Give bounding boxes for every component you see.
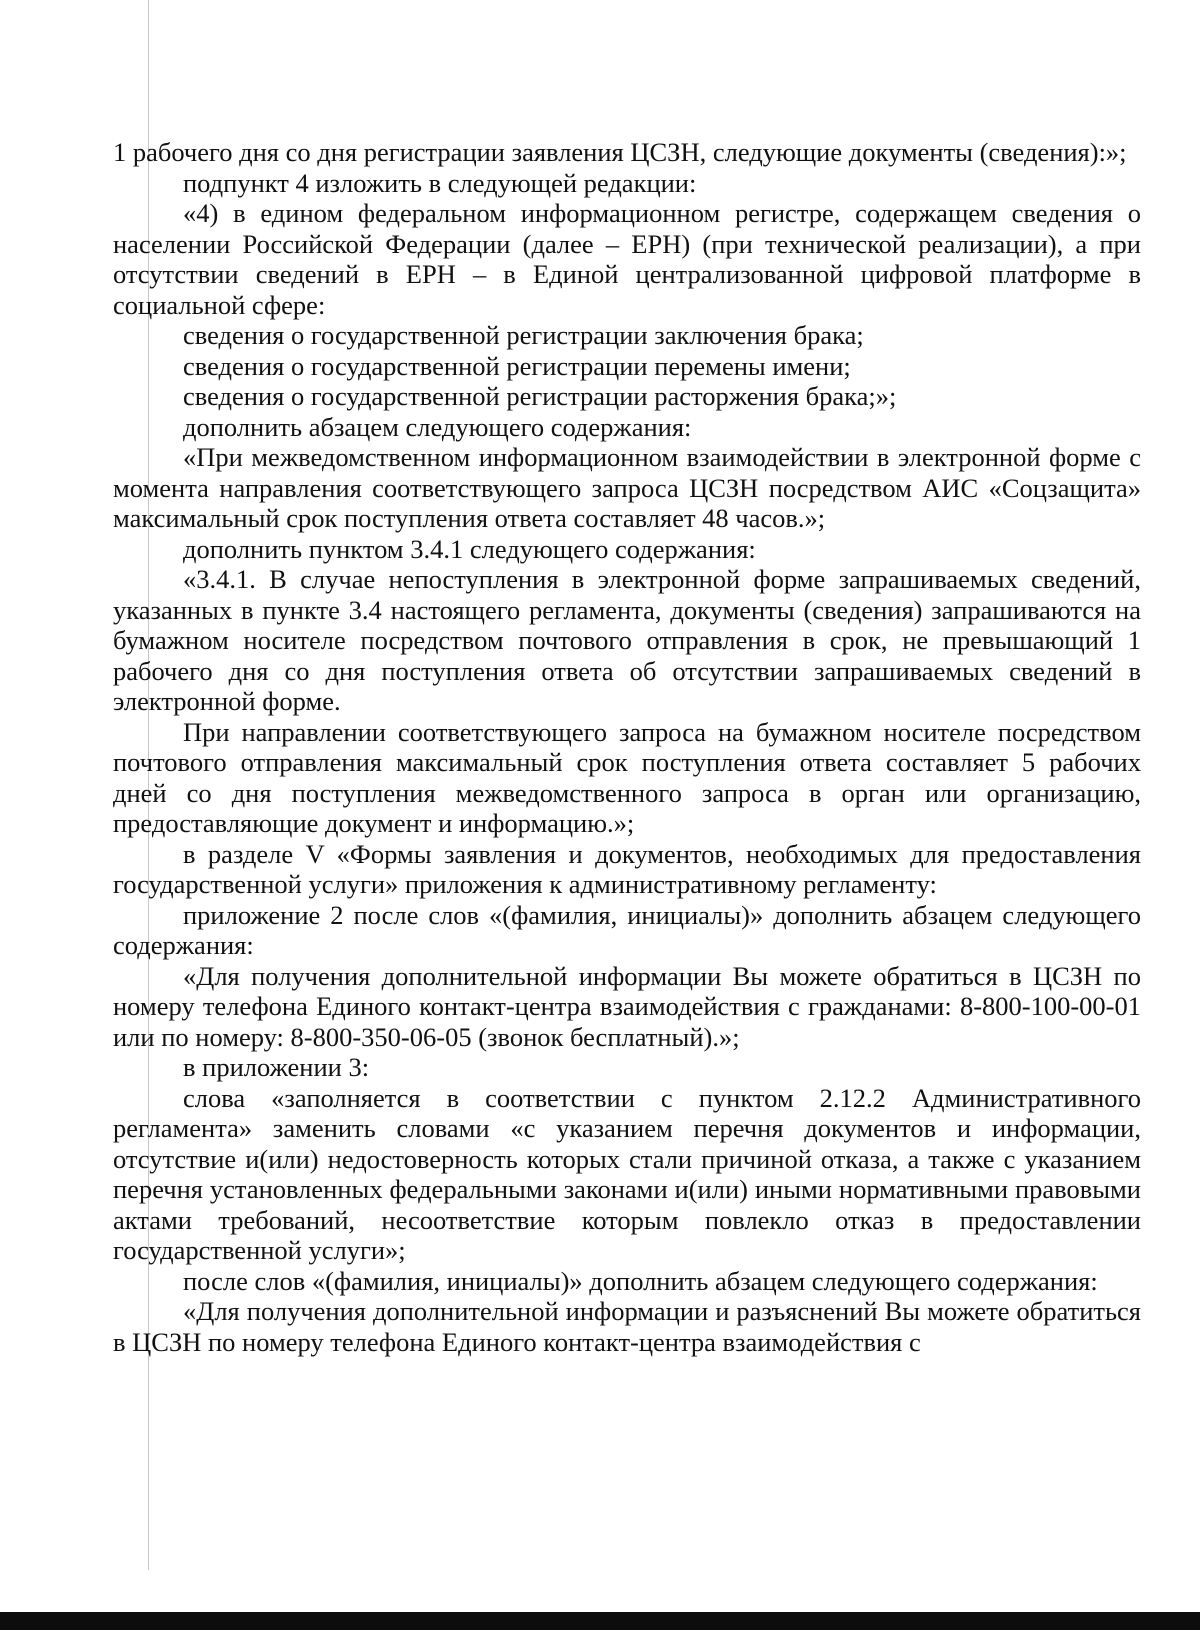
paragraph: в разделе V «Формы заявления и документов, необходимых для предоставления государственной услуги» приложения к административному регламенту: (113, 838, 1141, 899)
paragraph: 1 рабочего дня со дня регистрации заявления ЦСЗН, следующие документы (сведения):»; (113, 137, 1127, 167)
paragraph: дополнить абзацем следующего содержания: (183, 411, 692, 442)
paragraph: «Для получения дополнительной информации Вы можете обратиться в ЦСЗН по номеру телефона Единого контакт-центра взаимодействия с гражданами: 8-800-100-00-01 или по номеру: 8-800-350-06-05 (звонок бесплатный).»; (113, 960, 1141, 1052)
document-body (113, 137, 1141, 1357)
paragraph: «4) в едином федеральном информационном регистре, содержащем сведения о населении Российской Федерации (далее – ЕРН) (при технической реализации), а при отсутствии сведений в ЕРН – в Единой централизованной цифровой платформе в социальной сфере: (113, 198, 1141, 320)
paragraph: подпункт 4 изложить в следующей редакции: (183, 167, 697, 198)
paragraph: При направлении соответствующего запроса на бумажном носителе посредством почтового отправления максимальный срок поступления ответа составляет 5 рабочих дней со дня поступления межведомственного запроса в орган или организацию, предоставляющие документ и информацию.»; (113, 716, 1141, 838)
paragraph: после слов «(фамилия, инициалы)» дополнить абзацем следующего содержания: (183, 1265, 1098, 1296)
paragraph: слова «заполняется в соответствии с пунктом 2.12.2 Административного регламента» заменить словами «с указанием перечня документов и информации, отсутствие и(или) недостоверность которых стали причиной отказа, а также с указанием перечня установленных федеральными законами и(или) иными нормативными правовыми актами требований, несоответствие которым повлекло отказ в предоставлении государственной услуги»; (113, 1082, 1141, 1265)
paragraph: в приложении 3: (183, 1052, 370, 1082)
paragraph: сведения о государственной регистрации расторжения брака;»; (183, 381, 897, 411)
paragraph: «При межведомственном информационном взаимодействии в электронной форме с момента направления соответствующего запроса ЦСЗН посредством АИС «Соцзащита» максимальный срок поступления ответа составляет 48 часов.»; (113, 442, 1141, 533)
paragraph: «Для получения дополнительной информации и разъяснений Вы можете обратиться в ЦСЗН по номеру телефона Единого контакт-центра взаимодействия с (113, 1296, 1141, 1357)
paragraph: сведения о государственной регистрации перемены имени; (183, 350, 851, 381)
paragraph: дополнить пунктом 3.4.1 следующего содержания: (183, 533, 756, 564)
paragraph: «3.4.1. В случае непоступления в электронной форме запрашиваемых сведений, указанных в пункте 3.4 настоящего регламента, документы (сведения) запрашиваются на бумажном носителе посредством почтового отправления в срок, не превышающий 1 рабочего дня со дня поступления ответа об отсутствии запрашиваемых сведений в электронной форме. (113, 564, 1141, 716)
paragraph: приложение 2 после слов «(фамилия, инициалы)» дополнить абзацем следующего содержания: (113, 899, 1141, 960)
paragraph: сведения о государственной регистрации заключения брака; (183, 320, 864, 350)
scan-border-bottom (0, 1612, 1200, 1630)
